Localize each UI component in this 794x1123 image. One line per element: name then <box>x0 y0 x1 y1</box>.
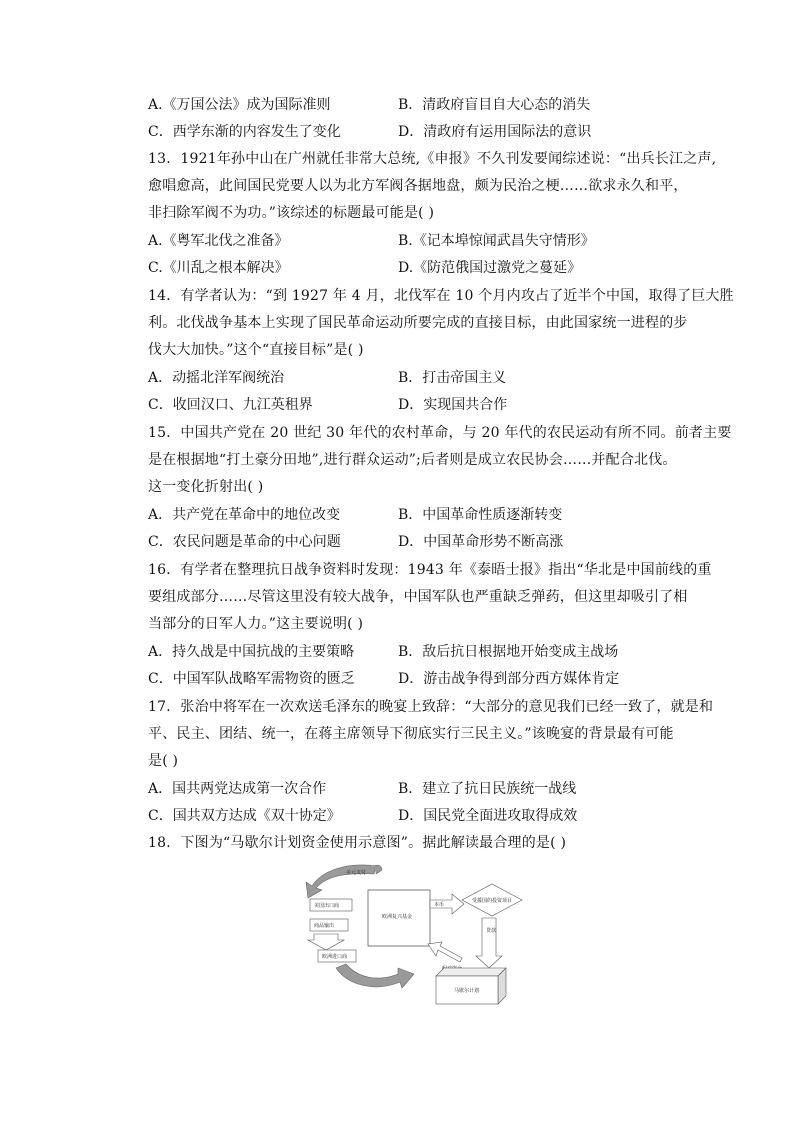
q14-option-a[interactable]: A．动摇北洋军阀统治 <box>148 370 285 386</box>
q15-option-a[interactable]: A．共产党在革命中的地位改变 <box>148 507 341 523</box>
label-local-currency: 本币 <box>434 902 445 908</box>
q14-stem-line-2: 利。北伐战争基本上实现了国民革命运动所要完成的直接目标，由此国家统一进程的步 <box>148 315 688 331</box>
q16-stem-line-2: 要组成部分……尽管这里没有较大战争，中国军队也严重缺乏弹药，但这里却吸引了相 <box>148 589 688 605</box>
q15-option-c[interactable]: C．农民问题是革命的中心问题 <box>148 534 341 550</box>
q16-option-d[interactable]: D．游击战争得到部分西方媒体肯定 <box>398 671 620 687</box>
q17-option-a[interactable]: A．国共两党达成第一次合作 <box>148 781 327 797</box>
q16-option-c[interactable]: C．中国军队战略军需物资的匮乏 <box>148 671 355 687</box>
q15-stem-line-3: 这一变化折射出( ) <box>148 479 264 495</box>
q15-option-b[interactable]: B．中国革命性质逐渐转变 <box>398 507 563 523</box>
label-investment-projects: 受援国的投资项目 <box>472 898 513 904</box>
q15-option-d[interactable]: D．中国革命形势不断高涨 <box>398 534 564 550</box>
label-loan: 贷款 <box>486 928 497 934</box>
q12-option-d[interactable]: D．清政府有运用国际法的意识 <box>398 124 592 140</box>
q14-option-b[interactable]: B．打击帝国主义 <box>398 370 507 386</box>
q17-stem-line-2: 平、民主、团结、统一，在蒋主席领导下彻底实行三民主义。”该晚宴的背景最有可能 <box>148 726 674 742</box>
q13-option-b[interactable]: B.《记本埠惊闻武昌失守情形》 <box>398 233 595 249</box>
q15-stem-line-2: 是在根据地“打土豪分田地”,进行群众运动”;后者则是成立农民协会……并配合北伐。 <box>148 452 677 468</box>
q17-option-d[interactable]: D．国民党全面进攻取得成效 <box>398 808 578 824</box>
label-eu-recovery-fund: 欧洲复兴基金 <box>382 914 413 920</box>
label-marshall-plan: 马歇尔计划 <box>454 988 480 994</box>
label-goods-export: 商品输出 <box>314 923 335 929</box>
q14-stem-line-1: 14．有学者认为：“到 1927 年 4 月，北伐军在 10 个月内攻占了近半个中国，取得了巨大胜 <box>148 288 734 304</box>
arrow-matching-funds <box>428 942 462 962</box>
q12-option-a[interactable]: A.《万国公法》成为国际准则 <box>148 97 331 113</box>
q13-stem-line-1: 13．1921年孙中山在广州就任非常大总统,《申报》不久刊发要闻综述说：“出兵长江之声, <box>148 151 717 167</box>
q14-option-d[interactable]: D．实现国共合作 <box>398 397 508 413</box>
down-arrow <box>308 934 344 950</box>
q17-stem-line-3: 是( ) <box>148 753 179 769</box>
q17-stem-line-1: 17．张治中将军在一次欢送毛泽东的晚宴上致辞：“大部分的意见我们已经一致了，就是和 <box>148 699 714 715</box>
box-3d-top <box>436 968 506 976</box>
q13-stem-line-2: 愈唱愈高，此间国民党要人以为北方军阀各据地盘，颇为民治之梗……欲求永久和平， <box>148 178 688 194</box>
q12-option-c[interactable]: C．西学东渐的内容发生了变化 <box>148 124 341 140</box>
q14-stem-line-3: 伐大大加快。”这个“直接目标”是( ) <box>148 342 364 358</box>
q16-option-a[interactable]: A．持久战是中国抗战的主要策略 <box>148 644 355 660</box>
q14-option-c[interactable]: C．收回汉口、九江英租界 <box>148 397 313 413</box>
q16-stem-line-1: 16．有学者在整理抗日战争资料时发现：1943 年《泰晤士报》指出“华北是中国前线的重 <box>148 562 712 578</box>
q15-stem-line-1: 15．中国共产党在 20 世纪 30 年代的农村革命，与 20 年代的农民运动有所不同。前者主要 <box>148 425 732 441</box>
down-arrow-loan <box>476 918 502 968</box>
q16-stem-line-3: 当部分的日军人力。”这主要说明( ) <box>148 616 364 632</box>
q13-option-d[interactable]: D.《防范俄国过激党之蔓延》 <box>398 260 582 276</box>
q13-stem-line-3: 非扫除军阀不为功。”该综述的标题最可能是( ) <box>148 205 435 221</box>
label-eu-importer: 欧洲进口商 <box>322 954 348 960</box>
q17-option-c[interactable]: C．国共双方达成《双十协定》 <box>148 808 341 824</box>
curved-arrow-bottom <box>336 964 414 988</box>
q12-option-b[interactable]: B．清政府盲目自大心态的消失 <box>398 97 591 113</box>
q17-option-b[interactable]: B．建立了抗日民族统一战线 <box>398 781 577 797</box>
q13-option-c[interactable]: C.《川乱之根本解决》 <box>148 260 289 276</box>
label-us-exporter: 美国出口商 <box>314 903 340 909</box>
q13-option-a[interactable]: A.《粤军北伐之准备》 <box>148 233 289 249</box>
marshall-plan-diagram <box>296 860 532 1010</box>
curved-arrow-top-tail <box>374 865 382 874</box>
q18-stem-line-1: 18．下图为“马歇尔计划资金使用示意图”。据此解读最合理的是( ) <box>148 835 567 851</box>
q16-option-b[interactable]: B．敌后抗日根据地开始变成主战场 <box>398 644 619 660</box>
label-dollar-pay: 美元支付 <box>346 870 367 876</box>
